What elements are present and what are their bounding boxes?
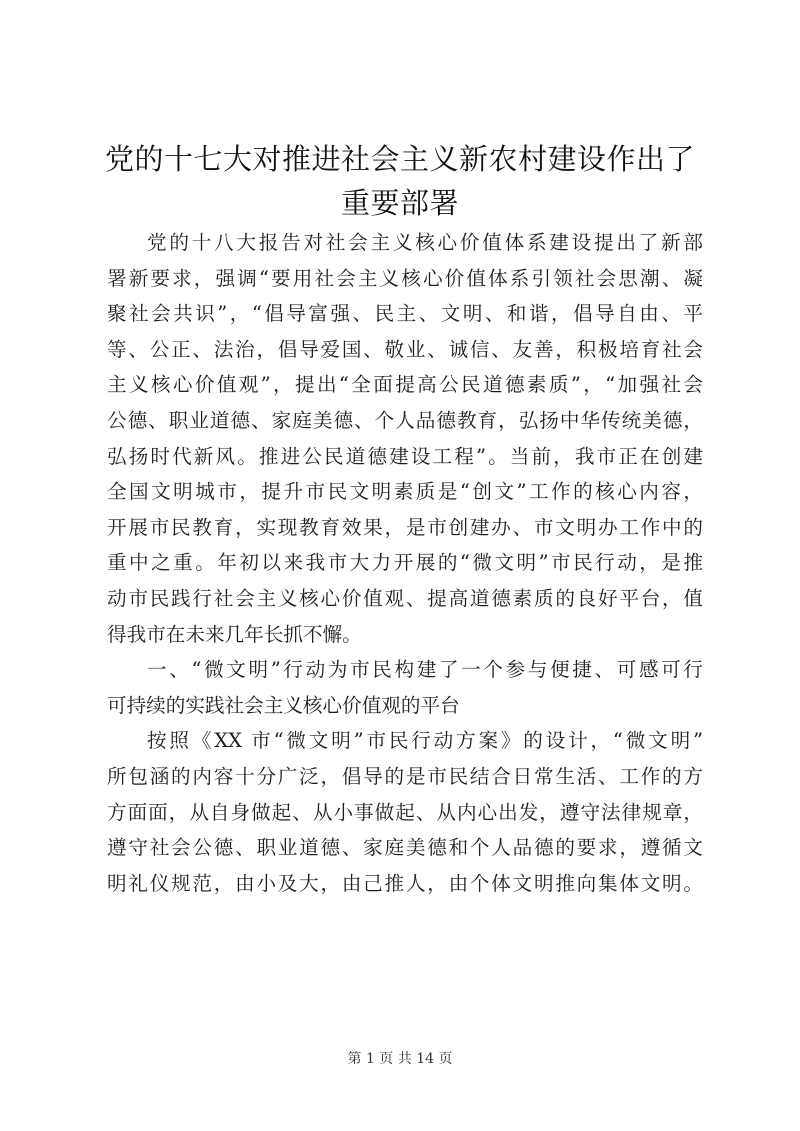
text-line: 署新要求，强调“要用社会主义核心价值体系引领社会思潮、凝: [107, 266, 703, 290]
text-line: 得我市在未来几年长抓不懈。: [107, 622, 362, 646]
text-line: 遵守社会公德、职业道德、家庭美德和个人品德的要求，遵循文: [107, 836, 703, 860]
text-line: 按照《XX 市“微文明”市民行动方案》的设计，“微文明”: [147, 729, 703, 753]
heading-line: 可持续的实践社会主义核心价值观的平台: [107, 693, 460, 717]
page-footer: 第 1 页 共 14 页: [347, 1051, 453, 1067]
text-line: 明礼仪规范，由小及大，由己推人，由个体文明推向集体文明。: [107, 871, 703, 895]
paragraph-intro: [107, 225, 703, 652]
text-line: 主义核心价值观”，提出“全面提高公民道德素质”，“加强社会: [107, 373, 703, 397]
text-line: 动市民践行社会主义核心价值观、提高道德素质的良好平台，值: [107, 586, 703, 610]
text-line: 公德、职业道德、家庭美德、个人品德教育，弘扬中华传统美德，: [107, 408, 703, 432]
text-line: 全国文明城市，提升市民文明素质是“创文”工作的核心内容，: [107, 480, 703, 504]
document-title: [90, 137, 710, 225]
paragraph-section-1: [107, 723, 703, 901]
text-line: 等、公正、法治，倡导爱国、敬业、诚信、友善，积极培育社会: [107, 337, 703, 361]
title-line-1: 党的十七大对推进社会主义新农村建设作出了: [104, 142, 695, 176]
text-line: 所包涵的内容十分广泛，倡导的是市民结合日常生活、工作的方: [107, 764, 703, 788]
text-line: 弘扬时代新风。推进公民道德建设工程”。当前，我市正在创建: [107, 444, 703, 468]
text-line: 开展市民教育，实现教育效果，是市创建办、市文明办工作中的: [107, 515, 703, 539]
heading-line: 一、“微文明”行动为市民构建了一个参与便捷、可感可行: [147, 658, 703, 682]
text-line: 方面面，从自身做起、从小事做起、从内心出发，遵守法律规章，: [107, 800, 703, 824]
title-line-2: 重要部署: [340, 186, 459, 220]
section-heading-1: [107, 652, 703, 723]
document-body: [107, 225, 703, 901]
text-line: 党的十八大报告对社会主义核心价值体系建设提出了新部: [147, 231, 703, 254]
text-line: 聚社会共识”，“倡导富强、民主、文明、和谐，倡导自由、平: [107, 302, 703, 326]
text-line: 重中之重。年初以来我市大力开展的“微文明”市民行动，是推: [107, 551, 703, 575]
